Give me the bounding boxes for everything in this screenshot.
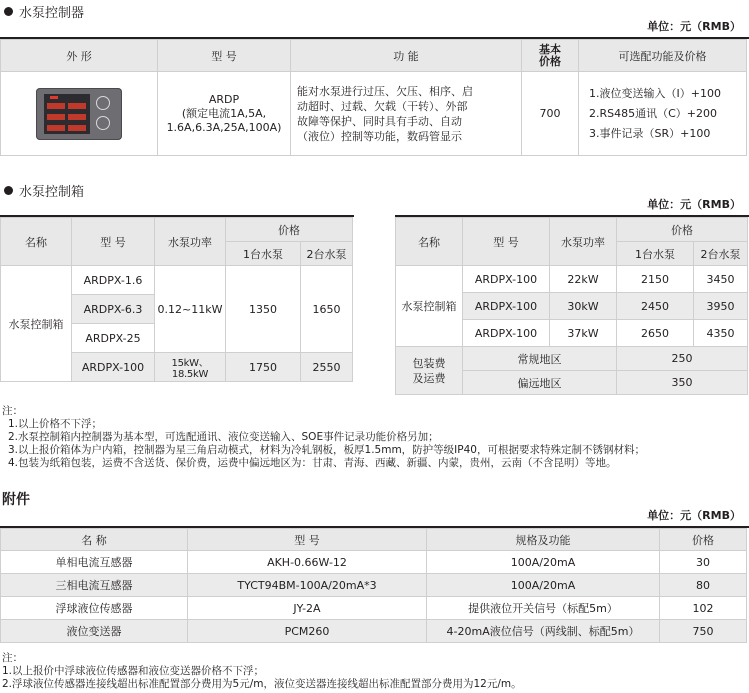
header-model: 型 号 <box>72 218 155 266</box>
header-price: 价格 <box>660 529 747 551</box>
header-two-pumps: 2台水泵 <box>301 242 353 266</box>
header-model: 型 号 <box>463 218 550 266</box>
bullet-icon <box>4 7 13 16</box>
box-notes: 注： 1.以上价格不下浮； 2.水泵控制箱内控制器为基本型，可选配通讯、液位变送输入、SOE事件记录功能价格另加； 3.以上报价箱体为户内箱，控制器为星三角启动模式，材料为冷轧钢板，板厚1.5mm，防护等级IP40，可根据要求特殊定制不锈钢材料； 4.包装为纸箱包装，运费不含送货、保价费，运费中偏远地区为：甘肃、青海、西藏、新疆、内蒙，贵州，云南（不含昆明）等地。 <box>2 405 645 469</box>
section-title-box <box>4 181 84 200</box>
bullet-icon <box>4 186 13 195</box>
box-name-cell: 水泵控制箱 <box>1 266 72 382</box>
header-options: 可选配功能及价格 <box>579 40 747 72</box>
header-model: 型 号 <box>188 529 427 551</box>
section-title-controller <box>4 2 84 21</box>
controller-device-image <box>36 88 122 140</box>
table-row: ARDPX-100 30kW 2450 3950 <box>396 293 748 320</box>
header-name: 名 称 <box>1 529 188 551</box>
notes-title: 注： <box>2 405 23 417</box>
section-title-text: 水泵控制器 <box>19 6 85 21</box>
table-row: 水泵控制箱 ARDPX-100 22kW 2150 3450 <box>396 266 748 293</box>
options-cell: 1.液位变送输入（I）+100 2.RS485通讯（C）+200 3.事件记录（SR）+100 <box>579 72 747 156</box>
box-price-table-left <box>0 217 353 382</box>
table-row: ARDPX-25 <box>1 324 353 353</box>
base-price-cell: 700 <box>522 72 579 156</box>
box-price-table-right <box>395 217 748 395</box>
header-one-pump: 1台水泵 <box>226 242 301 266</box>
header-price: 价格 <box>226 218 353 242</box>
model-cell: ARDP (额定电流1A,5A, 1.6A,6.3A,25A,100A) <box>158 72 291 156</box>
table-row: 单相电流互感器 AKH-0.66W-12 100A/20mA 30 <box>1 551 747 574</box>
table-row: 浮球液位传感器 JY-2A 提供液位开关信号（标配5m） 102 <box>1 597 747 620</box>
header-power: 水泵功率 <box>550 218 617 266</box>
header-row <box>1 529 747 551</box>
header-two-pumps: 2台水泵 <box>694 242 748 266</box>
header-base-price: 基本 价格 <box>522 40 579 72</box>
table-row: ARDPX-6.3 <box>1 295 353 324</box>
notes-title: 注： <box>2 652 23 664</box>
table-row: ARDPX-100 37kW 2650 4350 <box>396 320 748 347</box>
accessories-notes: 注： 1.以上报价中浮球液位传感器和液位变送器价格不下浮； 2.浮球液位传感器连接线超出标准配置部分费用为5元/m，液位变送器连接线超出标准配置部分费用为12元/m。 <box>2 652 522 690</box>
section-title-text: 水泵控制箱 <box>19 185 85 200</box>
header-power: 水泵功率 <box>155 218 226 266</box>
product-image-cell <box>1 72 158 156</box>
unit-label: 单位：元（RMB） <box>647 20 741 33</box>
header-appearance: 外 形 <box>1 40 158 72</box>
table-row: ARDPX-100 15kW、18.5kW 1750 2550 <box>1 353 353 382</box>
unit-label: 单位：元（RMB） <box>647 509 741 522</box>
function-cell: 能对水泵进行过压、欠压、相序、启 动超时、过载、欠载（干转）、外部 故障等保护、同时具有手动、自动 （液位）控制等功能，数码管显示 <box>291 72 522 156</box>
table-row: 包装费 及运费 常规地区 250 <box>396 347 748 371</box>
header-one-pump: 1台水泵 <box>617 242 694 266</box>
controller-table <box>0 39 747 156</box>
table-row: 偏远地区 350 <box>396 371 748 395</box>
header-spec: 规格及功能 <box>427 529 660 551</box>
header-model: 型 号 <box>158 40 291 72</box>
header-name: 名称 <box>396 218 463 266</box>
header-price: 价格 <box>617 218 748 242</box>
unit-label: 单位：元（RMB） <box>647 198 741 211</box>
header-row <box>1 40 747 72</box>
box-name-cell: 水泵控制箱 <box>396 266 463 347</box>
accessories-title: 附件 <box>2 492 30 508</box>
table-row: 三相电流互感器 TYCT94BM-100A/20mA*3 100A/20mA 80 <box>1 574 747 597</box>
accessories-table <box>0 528 747 643</box>
header-name: 名称 <box>1 218 72 266</box>
table-row: 液位变送器 PCM260 4-20mA液位信号（两线制、标配5m） 750 <box>1 620 747 643</box>
table-row <box>1 72 747 156</box>
header-function: 功 能 <box>291 40 522 72</box>
table-row: 水泵控制箱 ARDPX-1.6 0.12~11kW 1350 1650 <box>1 266 353 295</box>
fee-label-cell: 包装费 及运费 <box>396 347 463 395</box>
power-range-cell: 0.12~11kW <box>155 266 226 353</box>
